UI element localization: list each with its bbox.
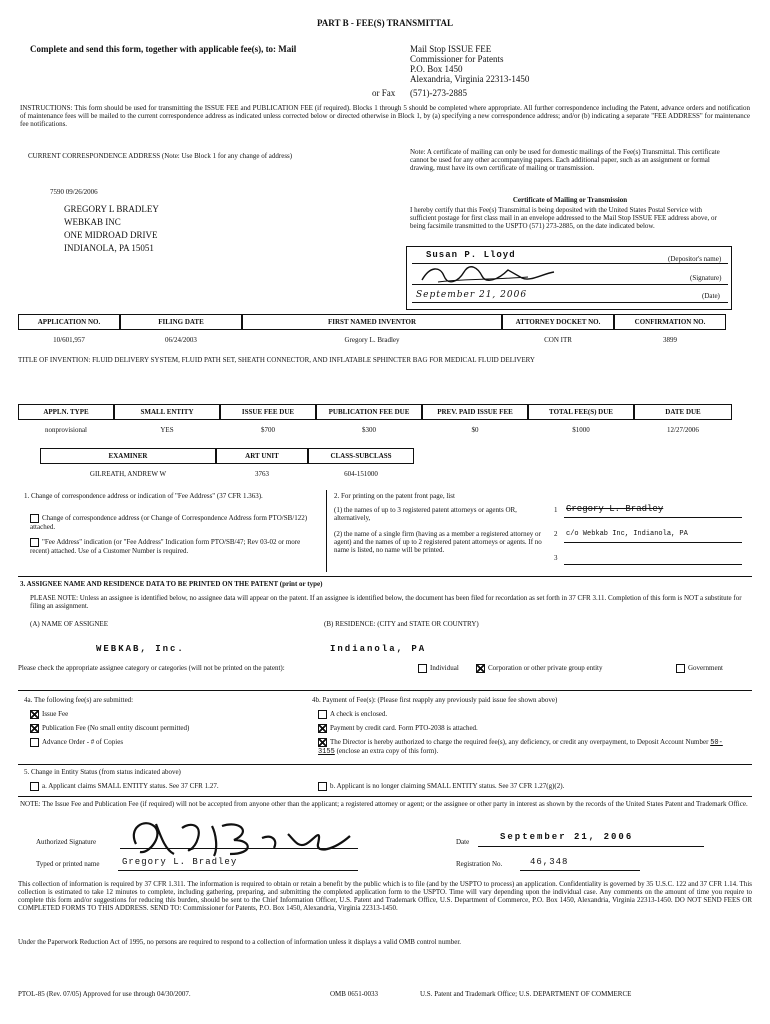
advance-order-checkbox[interactable] [30, 738, 39, 747]
signature-note: NOTE: The Issue Fee and Publication Fee (if required) will not be accepted from anyone other than the applicant; a registered attorney or agent; or the assignee or other party in interest as shown by the records of the United States Patent and Trademark Office. [20, 800, 748, 808]
art-unit-value: 3763 [255, 470, 269, 478]
assignee-residence-label: (B) RESIDENCE: (CITY and STATE OR COUNTRY) [324, 620, 479, 628]
assignee-category-government[interactable]: Government [676, 664, 723, 673]
correspondence-line2: WEBKAB INC [64, 217, 121, 227]
first-named-inventor-value: Gregory L. Bradley [344, 336, 400, 344]
certificate-note: Note: A certificate of mailing can only be used for domestic mailings of the Fee(s) Transmittal. This certificate cannot be used for any other accompanying papers. Each additional paper, such as an assignment or formal drawing, must have its own certificate of mailing or transmission. [410, 148, 720, 172]
burden-statement: This collection of information is required by 37 CFR 1.311. The information is required to obtain or retain a benefit by the public which is to file (and by the USPTO to process) an application. Confidentiality is governed by 35 U.S.C. 122 and 37 CFR 1.14. This collection is estimated to take 12 minutes to complete, including gathering, preparing, and submitting the completed application form to the USPTO. Time will vary depending upon the individual case. Any comments on the amount of time you require to complete this form and/or suggestions for reducing this burden, should be sent to the Chief Information Officer, U.S. Patent and Trademark Office, U.S. Department of Commerce, P.O. Box 1450, Alexandria, Virginia 22313-1450. DO NOT SEND FEES OR COMPLETED FORMS TO THIS ADDRESS. SEND TO: Commissioner for Patents, P.O. Box 1450, Alexandria, Virginia 22313-1450. [18, 880, 752, 912]
depositor-name: Susan P. Lloyd [426, 250, 516, 260]
assignee-name-value: WEBKAB, Inc. [96, 644, 185, 654]
block4a-title: 4a. The following fee(s) are submitted: [24, 696, 134, 704]
attorney-docket-header: ATTORNEY DOCKET NO. [502, 314, 614, 330]
examiner-header: EXAMINER [40, 448, 216, 464]
footer-form-number: PTOL-85 (Rev. 07/05) Approved for use through 04/30/2007. [18, 990, 191, 998]
correspondence-label: CURRENT CORRESPONDENCE ADDRESS (Note: Use Block 1 for any change of address) [28, 152, 293, 160]
signature-date-label: Date [456, 838, 470, 846]
check-enclosed-checkbox[interactable] [318, 710, 327, 719]
appln-type-header: APPLN. TYPE [18, 404, 114, 420]
registration-no-label: Registration No. [456, 860, 503, 868]
depositor-name-label: (Depositor's name) [668, 255, 722, 263]
block1-option-change-address[interactable]: Change of correspondence address (or Change of Correspondence Address form PTO/SB/122) attached. [30, 514, 308, 531]
block2-entry-2: c/o Webkab Inc, Indianola, PA [566, 530, 688, 538]
fax-label: or Fax [372, 88, 396, 98]
small-entity-value: YES [160, 426, 174, 434]
appln-type-value: nonprovisional [45, 426, 87, 434]
fee-advance-order-option[interactable]: Advance Order - # of Copies [30, 738, 123, 747]
form-title: PART B - FEE(S) TRANSMITTAL [316, 18, 454, 28]
instructions-text: INSTRUCTIONS: This form should be used for transmitting the ISSUE FEE and PUBLICATION FEE (if required). Blocks 1 through 5 should be completed where appropriate. All further correspondence including the Patent, advance orders and notification of maintenance fees will be mailed to the current correspondence address as indicated unless corrected below or directed otherwise in Block 1, by (a) specifying a new correspondence address; and/or (b) indicating a separate "FEE ADDRESS" for maintenance fee notifications. [20, 104, 750, 128]
date-due-value: 12/27/2006 [667, 426, 699, 434]
issue-fee-checkbox[interactable] [30, 710, 39, 719]
date-label: (Date) [702, 292, 720, 300]
block1-title: 1. Change of correspondence address or indication of "Fee Address" (37 CFR 1.363). [24, 492, 263, 500]
no-longer-small-entity-checkbox[interactable] [318, 782, 327, 791]
filing-date-header: FILING DATE [120, 314, 242, 330]
header-instruction: Complete and send this form, together with applicable fee(s), to: Mail [30, 44, 297, 54]
entity-small-option[interactable]: a. Applicant claims SMALL ENTITY status. See 37 CFR 1.27. [30, 782, 219, 791]
title-of-invention: TITLE OF INVENTION: FLUID DELIVERY SYSTEM, FLUID PATH SET, SHEATH CONNECTOR, AND INFLATABLE SPHINCTER BAG FOR MEDICAL FLUID DELIVERY [18, 356, 535, 364]
deposit-account-checkbox[interactable] [318, 738, 327, 747]
mail-address-4: Alexandria, Virginia 22313-1450 [410, 74, 530, 84]
individual-checkbox[interactable] [418, 664, 427, 673]
signature-date-value: September 21, 2006 [500, 832, 634, 842]
footer-omb: OMB 0651-0033 [330, 990, 379, 998]
assignee-name-label: (A) NAME OF ASSIGNEE [30, 620, 108, 628]
correspondence-codes: 7590 09/26/2006 [50, 188, 98, 196]
date-due-header: DATE DUE [634, 404, 732, 420]
block5-title: 5. Change in Entity Status (from status indicated above) [24, 768, 181, 776]
payment-credit-card-option[interactable]: Payment by credit card. Form PTO-2038 is attached. [318, 724, 478, 733]
assignee-category-label: Please check the appropriate assignee category or categories (will not be printed on the patent): [18, 664, 285, 672]
corporation-checkbox[interactable] [476, 664, 485, 673]
certificate-text: I hereby certify that this Fee(s) Transmittal is being deposited with the United States Postal Service with sufficient postage for first class mail in an envelope addressed to the Mail Stop ISSUE FEE address above, or being facsimile transmitted to the USPTO (571) 273-2885, on the date indicated below. [410, 206, 717, 230]
examiner-table-values [40, 468, 414, 480]
depositor-signature [418, 264, 558, 286]
block1-option-fee-address[interactable]: "Fee Address" indication (or "Fee Address" Indication form PTO/SB/47; Rev 03-02 or more recent) attached. Use of a Customer Number is required. [30, 538, 301, 555]
issue-fee-due-value: $700 [261, 426, 275, 434]
mail-address-1: Mail Stop ISSUE FEE [410, 44, 492, 54]
confirmation-no-header: CONFIRMATION NO. [614, 314, 726, 330]
certificate-date: September 21, 2006 [416, 290, 528, 300]
total-fees-due-value: $1000 [572, 426, 590, 434]
publication-fee-due-value: $300 [362, 426, 376, 434]
fee-issue-option[interactable]: Issue Fee [30, 710, 68, 719]
footer-agency: U.S. Patent and Trademark Office; U.S. DEPARTMENT OF COMMERCE [420, 990, 632, 998]
examiner-value: GILREATH, ANDREW W [89, 470, 167, 478]
prev-paid-issue-fee-header: PREV. PAID ISSUE FEE [422, 404, 528, 420]
credit-card-checkbox[interactable] [318, 724, 327, 733]
class-subclass-header: CLASS-SUBCLASS [308, 448, 414, 464]
application-no-header: APPLICATION NO. [18, 314, 120, 330]
first-named-inventor-header: FIRST NAMED INVENTOR [242, 314, 502, 330]
signature-label: (Signature) [690, 274, 722, 282]
art-unit-header: ART UNIT [216, 448, 308, 464]
block2-item1: (1) the names of up to 3 registered patent attorneys or agents OR, alternatively, [334, 506, 517, 522]
typed-name-value: Gregory L. Bradley [122, 857, 238, 867]
mail-address-3: P.O. Box 1450 [410, 64, 463, 74]
small-entity-header: SMALL ENTITY [114, 404, 220, 420]
typed-name-label: Typed or printed name [36, 860, 100, 868]
mail-address-2: Commissioner for Patents [410, 54, 504, 64]
application-table-values [18, 334, 726, 346]
fax-number: (571)-273-2885 [410, 88, 467, 98]
fee-table-values [18, 424, 732, 436]
block3-note: PLEASE NOTE: Unless an assignee is identified below, no assignee data will appear on the patent. If an assignee is identified below, the document has been filed for recordation as set forth in 37 CFR 3.11. Completion of this form is NOT a substitute for filing an assignment. [30, 594, 742, 610]
block2-entry-3-label: 3 [554, 554, 558, 562]
correspondence-name: GREGORY L BRADLEY [64, 204, 159, 214]
application-no-value: 10/601,957 [53, 336, 85, 344]
block2-title: 2. For printing on the patent front page, list [334, 492, 455, 500]
payment-deposit-account-option[interactable]: The Director is hereby authorized to charge the required fee(s), any deficiency, or credit any overpayment, to Deposit Account Number 50-3155 (enclose an extra copy of this form). [318, 738, 723, 757]
fee-publication-option[interactable]: Publication Fee (No small entity discount permitted) [30, 724, 189, 733]
fee-table-header [18, 404, 732, 420]
block2-item2: (2) the name of a single firm (having as a member a registered attorney or agent) and the names of up to 2 registered patent attorneys or agents. If no name is listed, no name will be printed. [334, 530, 542, 554]
block3-title: 3. ASSIGNEE NAME AND RESIDENCE DATA TO BE PRINTED ON THE PATENT (print or type) [20, 580, 323, 588]
government-checkbox[interactable] [676, 664, 685, 673]
block2-entry-1-label: 1 [554, 506, 558, 514]
correspondence-line4: INDIANOLA, PA 15051 [64, 243, 154, 253]
prev-paid-issue-fee-value: $0 [471, 426, 479, 434]
paperwork-statement: Under the Paperwork Reduction Act of 1995, no persons are required to respond to a collection of information unless it displays a valid OMB control number. [18, 938, 462, 946]
registration-no-value: 46,348 [530, 857, 569, 867]
payment-check-option[interactable]: A check is enclosed. [318, 710, 387, 719]
block4b-title: 4b. Payment of Fee(s): (Please first reapply any previously paid issue fee shown above) [312, 696, 558, 704]
authorized-signature-label: Authorized Signature [36, 838, 97, 846]
confirmation-no-value: 3899 [663, 336, 677, 344]
total-fees-due-header: TOTAL FEE(S) DUE [528, 404, 634, 420]
entity-no-longer-small-option[interactable]: b. Applicant is no longer claiming SMALL ENTITY status. See 37 CFR 1.27(g)(2). [318, 782, 564, 791]
assignee-residence-value: Indianola, PA [330, 644, 427, 654]
publication-fee-due-header: PUBLICATION FEE DUE [316, 404, 422, 420]
certificate-title: Certificate of Mailing or Transmission [512, 196, 628, 204]
correspondence-line3: ONE MIDROAD DRIVE [64, 230, 158, 240]
class-subclass-value: 604-151000 [344, 470, 378, 478]
filing-date-value: 06/24/2003 [165, 336, 197, 344]
block2-entry-2-label: 2 [554, 530, 558, 538]
assignee-category-corporation[interactable]: Corporation or other private group entity [476, 664, 603, 673]
assignee-category-individual[interactable]: Individual [418, 664, 459, 673]
deposit-account-number: 50-3155 [318, 739, 723, 757]
small-entity-checkbox[interactable] [30, 782, 39, 791]
publication-fee-checkbox[interactable] [30, 724, 39, 733]
examiner-table-header [40, 448, 414, 464]
application-table-header [18, 314, 726, 330]
attorney-docket-value: CON ITR [544, 336, 572, 344]
change-address-checkbox[interactable] [30, 514, 39, 523]
fee-address-checkbox[interactable] [30, 538, 39, 547]
block2-entry-1: Gregory L. Bradley [566, 504, 664, 514]
issue-fee-due-header: ISSUE FEE DUE [220, 404, 316, 420]
